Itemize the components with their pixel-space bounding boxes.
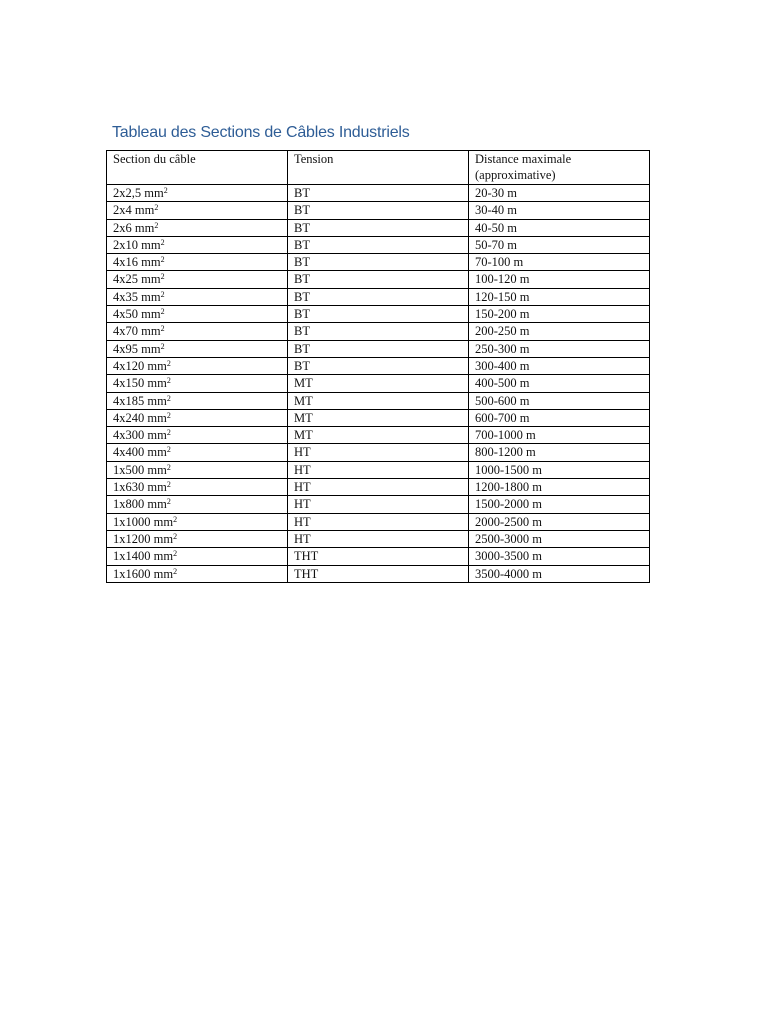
cell-tension: MT (288, 427, 469, 444)
section-value: 1x630 mm (113, 480, 167, 495)
cell-section (107, 565, 288, 582)
section-value: 4x120 mm (113, 358, 167, 373)
square-superscript: 2 (166, 393, 171, 403)
cell-tension: BT (288, 202, 469, 219)
cell-distance: 70-100 m (469, 254, 650, 271)
cell-distance: 3500-4000 m (469, 565, 650, 582)
section-value: 1x1200 mm (113, 531, 174, 546)
cell-tension: BT (288, 219, 469, 236)
cell-section (107, 357, 288, 374)
cell-section (107, 288, 288, 305)
cell-distance: 120-150 m (469, 288, 650, 305)
cell-tension: BT (288, 306, 469, 323)
section-value: 2x6 mm (113, 220, 155, 235)
section-value: 1x1600 mm (113, 566, 174, 581)
cell-tension: HT (288, 444, 469, 461)
header-section: Section du câble (107, 151, 288, 185)
square-superscript: 2 (163, 186, 168, 195)
section-value: 2x2,5 mm (113, 186, 164, 200)
table-row (107, 461, 650, 478)
cell-section (107, 375, 288, 392)
cell-distance: 2000-2500 m (469, 513, 650, 530)
table-row (107, 357, 650, 374)
section-value: 1x500 mm (113, 462, 167, 477)
table-row (107, 340, 650, 357)
header-distance: Distance maximale (approximative) (469, 151, 650, 185)
cell-section (107, 496, 288, 513)
square-superscript: 2 (160, 237, 165, 247)
section-value: 4x185 mm (113, 393, 167, 408)
cell-tension: MT (288, 375, 469, 392)
square-superscript: 2 (160, 324, 165, 334)
cell-tension: THT (288, 565, 469, 582)
cell-section (107, 236, 288, 253)
section-value: 4x95 mm (113, 341, 161, 356)
cell-section (107, 479, 288, 496)
cell-distance: 30-40 m (469, 202, 650, 219)
table-row (107, 513, 650, 530)
cell-section (107, 530, 288, 547)
table-row (107, 530, 650, 547)
cell-tension: HT (288, 513, 469, 530)
cell-distance: 20-30 m (469, 185, 650, 202)
square-superscript: 2 (166, 410, 171, 420)
cell-section (107, 185, 288, 202)
section-value: 4x300 mm (113, 428, 167, 443)
cell-tension: MT (288, 392, 469, 409)
cell-section (107, 409, 288, 426)
table-row (107, 496, 650, 513)
document-title: Tableau des Sections de Câbles Industriels (112, 124, 410, 141)
section-value: 4x400 mm (113, 445, 167, 460)
square-superscript: 2 (166, 480, 171, 490)
square-superscript: 2 (160, 341, 165, 351)
table-row (107, 288, 650, 305)
cell-section (107, 513, 288, 530)
square-superscript: 2 (160, 307, 165, 317)
cell-tension: BT (288, 271, 469, 288)
section-value: 4x240 mm (113, 410, 167, 425)
section-value: 4x50 mm (113, 307, 161, 322)
square-superscript: 2 (173, 531, 178, 541)
section-value: 4x16 mm (113, 255, 161, 270)
table-row (107, 271, 650, 288)
square-superscript: 2 (160, 289, 165, 299)
cell-tension: BT (288, 236, 469, 253)
section-value: 1x800 mm (113, 497, 167, 512)
cell-distance: 400-500 m (469, 375, 650, 392)
cell-tension: BT (288, 288, 469, 305)
cell-distance: 2500-3000 m (469, 530, 650, 547)
cell-tension: BT (288, 340, 469, 357)
section-value: 2x4 mm (113, 203, 155, 218)
square-superscript: 2 (154, 220, 159, 230)
cell-distance: 500-600 m (469, 392, 650, 409)
cell-tension: HT (288, 461, 469, 478)
cell-distance: 600-700 m (469, 409, 650, 426)
table-row (107, 565, 650, 582)
square-superscript: 2 (160, 255, 165, 265)
section-value: 2x10 mm (113, 237, 161, 252)
cell-tension: BT (288, 357, 469, 374)
square-superscript: 2 (166, 445, 171, 455)
table-row (107, 254, 650, 271)
square-superscript: 2 (166, 358, 171, 368)
table-row (107, 185, 650, 202)
table-row (107, 548, 650, 565)
cell-section (107, 219, 288, 236)
cell-tension: BT (288, 254, 469, 271)
cell-distance: 200-250 m (469, 323, 650, 340)
table-row (107, 219, 650, 236)
cell-section (107, 254, 288, 271)
cell-distance: 50-70 m (469, 236, 650, 253)
square-superscript: 2 (173, 549, 178, 559)
table-row (107, 392, 650, 409)
section-value: 4x150 mm (113, 376, 167, 391)
section-value: 4x25 mm (113, 272, 161, 287)
table-row (107, 375, 650, 392)
table-row (107, 236, 650, 253)
cell-tension: THT (288, 548, 469, 565)
square-superscript: 2 (166, 376, 171, 386)
cell-tension: HT (288, 479, 469, 496)
square-superscript: 2 (173, 566, 178, 576)
square-superscript: 2 (166, 428, 171, 438)
square-superscript: 2 (166, 497, 171, 507)
square-superscript: 2 (160, 272, 165, 282)
cell-section (107, 427, 288, 444)
section-value: 1x1000 mm (113, 514, 174, 529)
cell-tension: HT (288, 530, 469, 547)
table-row (107, 427, 650, 444)
section-value: 1x1400 mm (113, 549, 174, 564)
table-row (107, 409, 650, 426)
table-row (107, 202, 650, 219)
cell-distance: 300-400 m (469, 357, 650, 374)
cell-distance: 800-1200 m (469, 444, 650, 461)
cell-section (107, 202, 288, 219)
cell-section (107, 306, 288, 323)
cable-sections-table (106, 150, 650, 583)
cell-distance: 250-300 m (469, 340, 650, 357)
header-tension: Tension (288, 151, 469, 185)
cell-distance: 1500-2000 m (469, 496, 650, 513)
cell-distance: 40-50 m (469, 219, 650, 236)
table-body (107, 185, 650, 583)
cell-tension: BT (288, 185, 469, 202)
cell-distance: 700-1000 m (469, 427, 650, 444)
cell-section (107, 444, 288, 461)
cell-distance: 100-120 m (469, 271, 650, 288)
table-row (107, 479, 650, 496)
square-superscript: 2 (154, 203, 159, 213)
cell-tension: HT (288, 496, 469, 513)
cell-distance: 1200-1800 m (469, 479, 650, 496)
cell-tension: MT (288, 409, 469, 426)
table-row (107, 444, 650, 461)
section-value: 4x70 mm (113, 324, 161, 339)
cell-section (107, 323, 288, 340)
table-row (107, 323, 650, 340)
table-row (107, 306, 650, 323)
section-value: 4x35 mm (113, 289, 161, 304)
cell-distance: 150-200 m (469, 306, 650, 323)
cell-tension: BT (288, 323, 469, 340)
square-superscript: 2 (173, 514, 178, 524)
cell-distance: 1000-1500 m (469, 461, 650, 478)
cell-section (107, 461, 288, 478)
cell-section (107, 548, 288, 565)
cell-distance: 3000-3500 m (469, 548, 650, 565)
cell-section (107, 392, 288, 409)
square-superscript: 2 (166, 462, 171, 472)
cell-section (107, 271, 288, 288)
cell-section (107, 340, 288, 357)
table-header-row (107, 151, 650, 185)
